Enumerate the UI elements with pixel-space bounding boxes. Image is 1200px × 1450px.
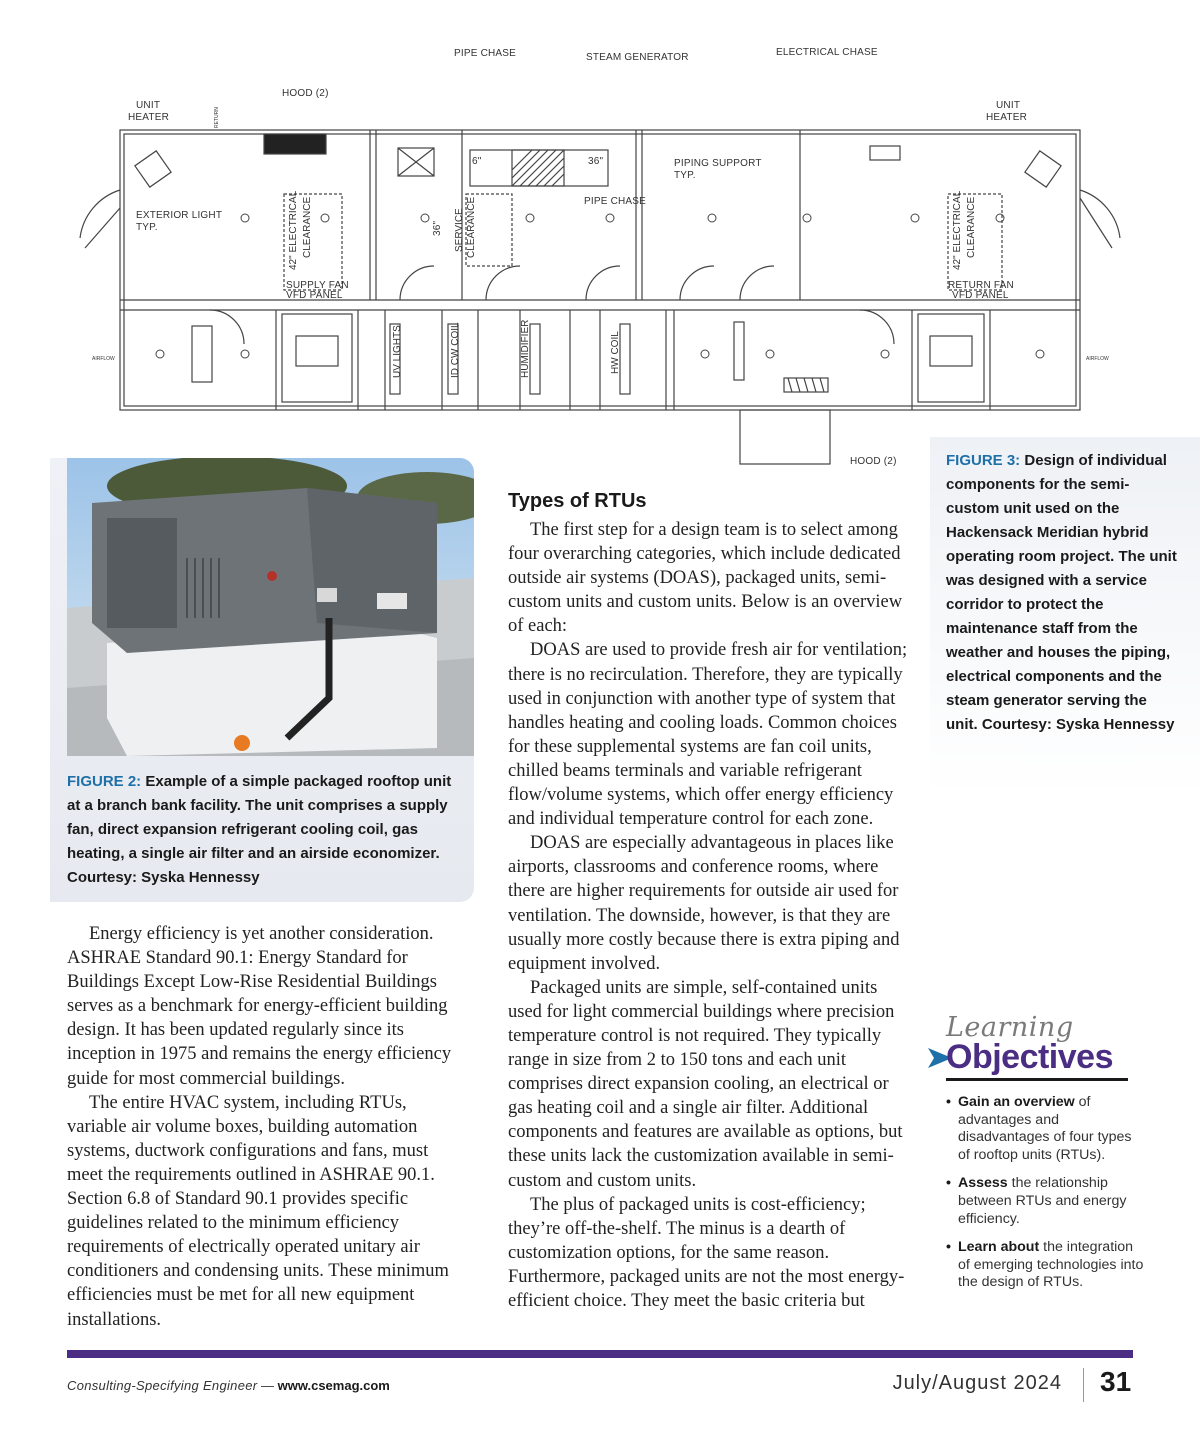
figure-3-tag: FIGURE 3: bbox=[946, 452, 1021, 469]
list-item bbox=[944, 1239, 1144, 1292]
plan-label-elec-clear-right: 42" ELECTRICAL bbox=[952, 190, 963, 270]
plan-label-supply-fan: SUPPLY FAN bbox=[286, 280, 349, 291]
objective-bold: Assess bbox=[958, 1175, 1008, 1192]
plan-label-airflow-left: AIRFLOW bbox=[92, 356, 115, 362]
plan-label-id-cw-coil: ID CW COIL bbox=[450, 322, 461, 378]
plan-label-hood-top: HOOD (2) bbox=[282, 88, 329, 99]
plan-label-hw-coil: HW COIL bbox=[610, 331, 621, 374]
plan-label-piping-support-2: TYP. bbox=[674, 170, 696, 181]
body-paragraph: Energy efficiency is yet another consideration. ASHRAE Standard 90.1: Energy Standard for Buildings Except Low-Rise Residential Buildings serves as a benchmark for energy-efficient building design. It has been updated regularly since its inception in 1975 and remains the energy efficiency guide for most commercial buildings. bbox=[67, 924, 452, 1089]
figure-3-caption-text: Design of individual components for the semi-custom unit used on the Hackensack Meridian hybrid operating room project. The unit was designed with a service corridor to protect the maintenance staff from the weather and houses the piping, electrical components and the steam generator serving the unit. Courtesy: Syska Hennessy bbox=[946, 452, 1177, 733]
hvac-floor-plan bbox=[40, 38, 1160, 478]
list-item bbox=[944, 1094, 1144, 1164]
plan-label-exterior-light: EXTERIOR LIGHT bbox=[136, 210, 223, 221]
plan-label-supply-fan-2: VFD PANEL bbox=[286, 290, 343, 301]
magazine-name: Consulting-Specifying Engineer bbox=[67, 1378, 258, 1393]
objective-text: of advantages and disadvantages of four types of rooftop units (RTUs). bbox=[958, 1094, 1132, 1163]
plan-label-elec-clear-right-2: CLEARANCE bbox=[966, 196, 977, 258]
middle-column bbox=[508, 488, 913, 1313]
plan-label-service-clearance-2: CLEARANCE bbox=[466, 196, 477, 258]
plan-label-airflow-right: AIRFLOW bbox=[1086, 356, 1109, 362]
plan-label-exterior-light-2: TYP. bbox=[136, 222, 158, 233]
body-paragraph: The first step for a design team is to select among four overarching categories, which include dedicated outside air systems (DOAS), packaged units, semi-custom units and custom units. Below is an overview of each: bbox=[508, 520, 903, 637]
plan-label-piping-support: PIPING SUPPORT bbox=[674, 158, 762, 169]
plan-label-elec-clear-left: 42" ELECTRICAL bbox=[288, 190, 299, 270]
body-paragraph: Packaged units are simple, self-contained units used for light commercial buildings where precision temperature control is not required. They typically range in size from 2 to 150 tons and each unit comprises direct expansion cooling, an electrical or gas heating coil and a single air filter. Additional components and features are available as options, but these units lack the customization available in semi-custom and custom units. bbox=[508, 977, 903, 1191]
plan-label-unit-heater-right: UNIT bbox=[996, 100, 1021, 111]
plan-label-return: RETURN bbox=[214, 107, 220, 128]
plan-label-unit-heater-right-2: HEATER bbox=[986, 112, 1028, 123]
plan-label-hood-bottom: HOOD (2) bbox=[850, 456, 897, 467]
body-paragraph: The plus of packaged units is cost-efficiency; they’re off-the-shelf. The minus is a dearth of customization options, for the same reason. Furthermore, packaged units are not the most energy-efficient choice. They meet the basic criteria but bbox=[508, 1194, 905, 1311]
plan-label-unit-heater-left: UNIT bbox=[136, 100, 161, 111]
plan-label-pipe-chase-mid: PIPE CHASE bbox=[584, 196, 647, 207]
plan-label-pipe-chase: PIPE CHASE bbox=[454, 48, 517, 59]
footer-magazine bbox=[67, 1378, 390, 1393]
footer-divider bbox=[1083, 1368, 1084, 1402]
figure-2-caption-text: Example of a simple packaged rooftop unit at a branch bank facility. The unit comprises a supply fan, direct expansion refrigerant cooling coil, gas heating, a single air filter and an airside economizer. Courtesy: Syska Hennessy bbox=[67, 773, 452, 886]
plan-label-service-clearance: SERVICE bbox=[454, 208, 465, 252]
left-column bbox=[67, 922, 467, 1332]
plan-label-dim-36-v: 36" bbox=[432, 220, 443, 236]
list-item bbox=[944, 1175, 1144, 1228]
plan-label-uv-lights: UV LIGHTS bbox=[392, 325, 403, 378]
learning-objectives-list bbox=[944, 1094, 1144, 1303]
body-paragraph: DOAS are used to provide fresh air for ventilation; there is no recirculation. Therefore, they are typically used in conjunction with another type of system that handles heating and cooling loads. Common choices for these supplemental systems are fan coil units, chilled beams terminals and variable refrigerant flow/volume systems, which offer energy efficiency and individual temperature control for each zone. bbox=[508, 640, 908, 830]
objective-text: the integration of emerging technologies into the design of RTUs. bbox=[958, 1239, 1144, 1291]
footer-separator: — bbox=[257, 1378, 278, 1393]
plan-label-steam-generator: STEAM GENERATOR bbox=[586, 52, 689, 63]
objective-bold: Learn about bbox=[958, 1239, 1040, 1256]
plan-label-dim-36: 36" bbox=[588, 156, 604, 167]
learning-objectives-title-small: Learning bbox=[946, 1012, 1074, 1043]
figure-2-tag: FIGURE 2: bbox=[67, 773, 142, 790]
plan-label-humidifier: HUMIDIFIER bbox=[520, 319, 531, 378]
learning-objectives-title: Objectives bbox=[946, 1038, 1113, 1076]
figure-3-caption bbox=[946, 449, 1182, 737]
plan-label-elec-clear-left-2: CLEARANCE bbox=[302, 196, 313, 258]
plan-label-return-fan: RETURN FAN bbox=[948, 280, 1014, 291]
body-paragraph: The entire HVAC system, including RTUs, variable air volume boxes, building automation systems, ductwork configurations and fans, must meet the requirements outlined in ASHRAE 90.1. Section 6.8 of Standard 90.1 provides specific guidelines related to the minimum efficiency requirements of electrically operated unitary air conditioners and condensing units. These minimum efficiencies must be met for all new equipment installations. bbox=[67, 1092, 449, 1330]
rooftop-unit-photo bbox=[67, 458, 474, 756]
page-number: 31 bbox=[1100, 1366, 1132, 1397]
body-paragraph: DOAS are especially advantageous in places like airports, classrooms and conference rooms, where there are higher requirements for outside air used for ventilation. The downside, however, is that they are usually more costly because there is extra piping and equipment involved. bbox=[508, 833, 900, 974]
plan-label-dim-6: 6" bbox=[472, 156, 482, 167]
issue-date: July/August 2024 bbox=[892, 1372, 1062, 1394]
section-heading: Types of RTUs bbox=[508, 490, 647, 512]
plan-label-return-fan-2: VFD PANEL bbox=[952, 290, 1009, 301]
learning-objectives-rule bbox=[946, 1078, 1128, 1081]
plan-label-unit-heater-left-2: HEATER bbox=[128, 112, 170, 123]
plan-label-electrical-chase: ELECTRICAL CHASE bbox=[776, 47, 878, 58]
magazine-url[interactable]: www.csemag.com bbox=[277, 1378, 390, 1393]
objective-text: the relationship between RTUs and energy efficiency. bbox=[958, 1175, 1127, 1227]
figure-2-caption bbox=[67, 770, 467, 890]
objective-bold: Gain an overview bbox=[958, 1094, 1075, 1110]
footer-rule bbox=[67, 1350, 1133, 1358]
